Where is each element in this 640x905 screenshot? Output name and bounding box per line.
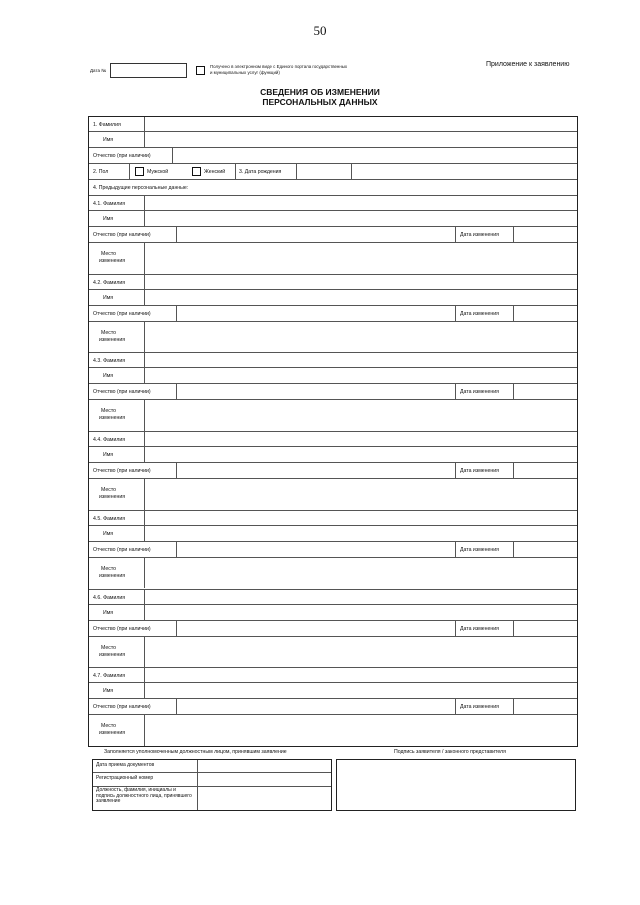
row-line [89,147,577,148]
previous-name-label: Имя [103,609,114,616]
previous-name-label: Имя [103,373,114,380]
row-line [89,289,577,290]
row-line [89,682,577,683]
divider [129,163,130,179]
place-label-line2: изменения [99,730,126,737]
divider [144,714,145,746]
surname-label: 1. Фамилия [93,122,121,128]
signature-section-title: Подпись заявителя / законного представителя [394,749,506,755]
divider [172,147,173,163]
row-line [89,557,577,558]
divider [176,462,177,478]
row-line [89,431,577,432]
row-line [89,352,577,353]
previous-patronymic-label: Отчество (при наличии) [93,468,151,475]
divider [455,620,456,636]
divider [351,163,352,179]
row-line [89,478,577,479]
place-label-line1: Место [101,565,117,572]
row-line [89,541,577,542]
row-line [89,383,577,384]
change-date-label: Дата изменения [460,389,499,396]
divider [176,226,177,242]
female-label: Женский [204,169,226,175]
portal-checkbox[interactable] [196,66,205,75]
title-line-1: СВЕДЕНИЯ ОБ ИЗМЕНЕНИИ [260,87,380,97]
previous-surname-label: 4.7. Фамилия [93,673,126,680]
place-label-line1: Место [101,487,117,494]
divider [144,117,145,131]
divider [144,321,145,353]
divider [176,305,177,321]
divider [176,620,177,636]
divider [144,274,145,289]
sex-label: 2. Пол [93,169,109,175]
row-line [89,242,577,243]
place-label-line2: изменения [99,258,126,264]
previous-name-label: Имя [103,530,114,537]
divider [144,478,145,510]
official-table [92,759,332,811]
divider [455,462,456,478]
previous-data-label: 4. Предыдущие персональные данные: [93,185,189,191]
patronymic-label: Отчество (при наличии) [93,153,151,159]
divider [144,589,145,604]
previous-surname-label: 4.5. Фамилия [93,515,126,522]
divider [144,431,145,446]
official-signature-label: Должность, фамилия, инициалы и подпись должностного лица, принявшего заявление [96,787,192,805]
divider [144,399,145,431]
page-number: 50 [313,23,327,38]
applicant-signature-box[interactable] [336,759,576,811]
row-line [89,321,577,322]
title-line-2: ПЕРСОНАЛЬНЫХ ДАННЫХ [262,97,378,107]
birthdate-label: 3. Дата рождения [239,169,282,175]
previous-patronymic-label: Отчество (при наличии) [93,546,151,553]
divider [144,636,145,668]
row-line [89,589,577,590]
divider [455,383,456,399]
change-date-label: Дата изменения [460,546,499,553]
divider [455,698,456,714]
row-line [89,667,577,668]
divider [144,242,145,274]
male-checkbox[interactable] [135,167,144,176]
row-line [89,636,577,637]
row-line [89,399,577,400]
change-date-label: Дата изменения [460,310,499,317]
divider [144,446,145,462]
previous-name-label: Имя [103,216,114,222]
place-label-line2: изменения [99,651,126,658]
row-line [89,604,577,605]
row-line [89,714,577,715]
place-label-line2: изменения [99,336,126,343]
appendix-label: Приложение к заявлению [486,61,570,68]
divider [513,305,514,321]
row-line [89,179,577,180]
row-line [89,367,577,368]
divider [176,541,177,557]
place-label-line2: изменения [99,572,126,579]
row-line [89,210,577,211]
divider [455,541,456,557]
divider [176,383,177,399]
name-label: Имя [103,137,114,143]
divider [144,604,145,620]
place-label-line1: Место [101,723,117,730]
row-line [89,195,577,196]
change-date-label: Дата изменения [460,232,499,238]
divider [513,226,514,242]
row-line [89,698,577,699]
row-line [89,525,577,526]
divider [513,698,514,714]
previous-surname-label: 4.6. Фамилия [93,594,126,601]
divider [144,210,145,226]
received-note: Получено в электронном виде с Единого портала государственных и муниципальных услуг (функций) [210,64,348,75]
divider [455,226,456,242]
divider [513,541,514,557]
row-line [89,226,577,227]
divider [144,367,145,383]
previous-patronymic-label: Отчество (при наличии) [93,625,151,632]
divider [144,289,145,305]
date-label: Дата № [90,68,107,73]
divider [296,163,297,179]
previous-patronymic-label: Отчество (при наличии) [93,389,151,396]
official-row [93,772,331,787]
divider [513,383,514,399]
previous-surname-label: 4.4. Фамилия [93,437,126,444]
row-line [89,462,577,463]
place-label-line2: изменения [99,494,126,501]
change-date-label: Дата изменения [460,625,499,632]
divider [144,510,145,525]
personal-data-form [88,116,578,747]
divider [144,352,145,367]
row-line [89,131,577,132]
divider [235,163,236,179]
registration-number-label: Регистрационный номер [96,775,154,781]
previous-patronymic-label: Отчество (при наличии) [93,232,151,238]
previous-patronymic-label: Отчество (при наличии) [93,310,151,317]
change-date-label: Дата изменения [460,468,499,475]
divider [144,525,145,541]
row-line [89,274,577,275]
previous-name-label: Имя [103,688,114,695]
divider [197,760,198,810]
place-label-line2: изменения [99,415,126,422]
previous-surname-label: 4.1. Фамилия [93,201,126,207]
male-label: Мужской [147,169,169,175]
row-line [89,620,577,621]
row-line [89,163,577,164]
divider [513,462,514,478]
official-section-title: Заполняется уполномоченным должностным лицом, принявшим заявление [104,749,287,755]
date-field[interactable] [110,63,187,78]
divider [144,131,145,147]
divider [455,305,456,321]
row-line [89,305,577,306]
row-line [89,446,577,447]
divider [144,682,145,698]
place-label-line1: Место [101,644,117,651]
receipt-date-label: Дата приема документов [96,762,155,768]
place-label-line1: Место [101,408,117,415]
change-date-label: Дата изменения [460,704,499,711]
place-label-line1: Место [101,251,117,257]
female-checkbox[interactable] [192,167,201,176]
previous-patronymic-label: Отчество (при наличии) [93,704,151,711]
divider [144,667,145,682]
place-label-line1: Место [101,329,117,336]
previous-name-label: Имя [103,452,114,459]
divider [513,620,514,636]
previous-surname-label: 4.3. Фамилия [93,358,126,365]
divider [176,698,177,714]
form-title [0,87,640,107]
row-line [89,510,577,511]
divider [144,195,145,210]
divider [144,557,145,589]
previous-surname-label: 4.2. Фамилия [93,279,126,286]
previous-name-label: Имя [103,294,114,301]
